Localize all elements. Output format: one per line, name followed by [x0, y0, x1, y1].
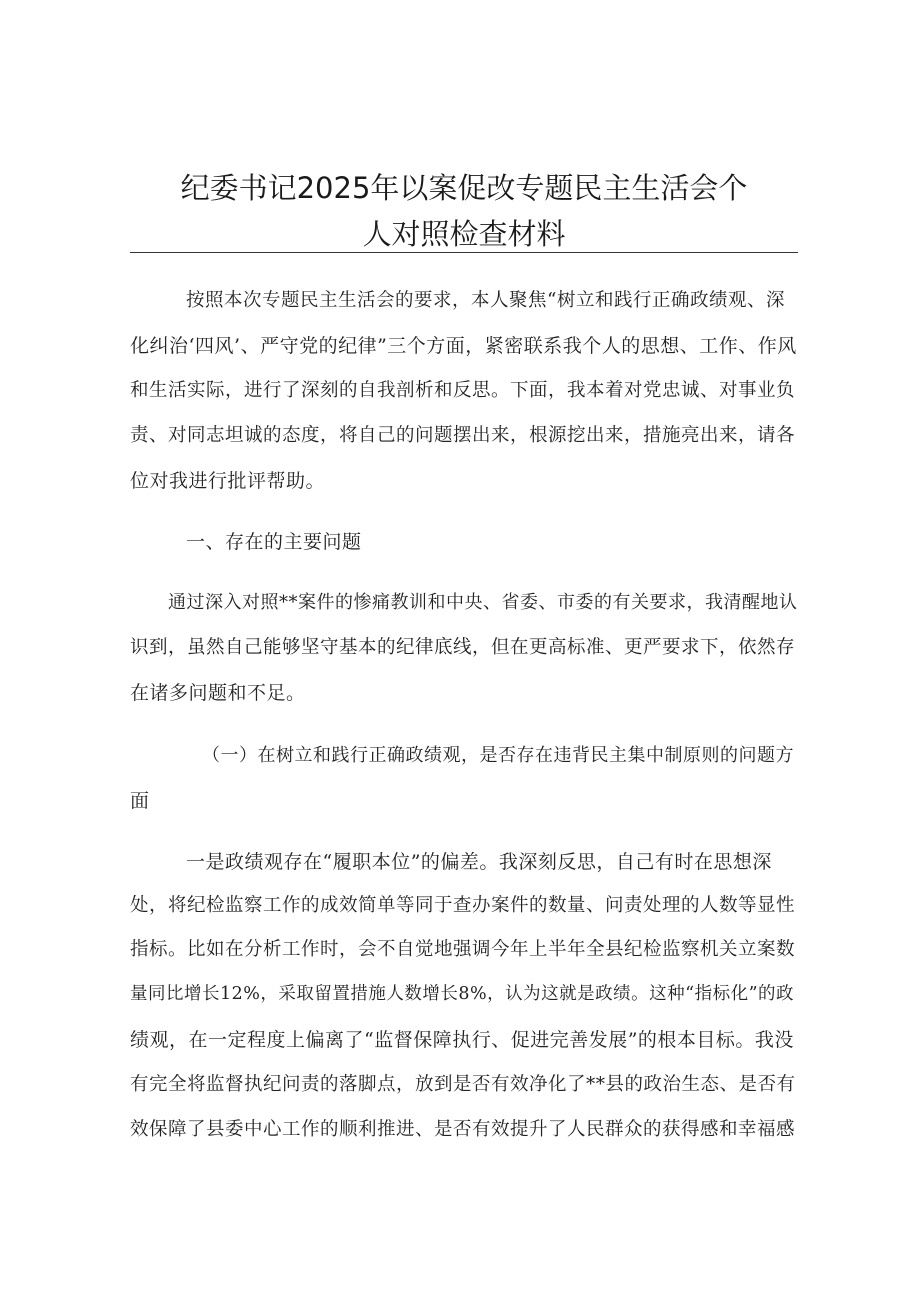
- point-line: 绩观，在一定程度上偏离了“监督保障执行、促进完善发展”的根本目标。我没: [130, 1029, 794, 1051]
- intro-line: 按照本次专题民主生活会的要求，本人聚焦“树立和践行正确政绩观、深: [186, 290, 785, 311]
- point-line: 处，将纪检监察工作的成效简单等同于查办案件的数量、问责处理的人数等显性: [130, 895, 796, 916]
- intro-line: 位对我进行批评帮助。: [130, 470, 326, 492]
- title-underline: [130, 252, 798, 253]
- subsection-heading-line: （一）在树立和践行正确政绩观，是否存在违背民主集中制原则的问题方: [202, 745, 794, 766]
- point-line: 指标。比如在分析工作时，会不自觉地强调今年上半年全县纪检监察机关立案数: [130, 939, 796, 960]
- intro-line: 和生活实际，进行了深刻的自我剖析和反思。下面，我本着对党忠诚、对事业负: [130, 380, 796, 401]
- point-line: 一是政绩观存在“履职本位”的偏差。我深刻反思，自己有时在思想深: [186, 851, 772, 873]
- intro-line: 责、对同志坦诚的态度，将自己的问题摆出来，根源挖出来，措施亮出来，请各: [130, 425, 796, 446]
- section-paragraph-line: 在诸多问题和不足。: [130, 682, 306, 704]
- subsection-heading-line: 面: [130, 790, 150, 812]
- document-title-line-2: 人对照检查材料: [362, 217, 566, 251]
- point-line: 效保障了县委中心工作的顺利推进、是否有效提升了人民群众的获得感和幸福感: [130, 1119, 796, 1140]
- document-title-line-1: 纪委书记2025年以案促改专题民主生活会个: [180, 171, 748, 205]
- section-paragraph-line: 识到，虽然自己能够坚守基本的纪律底线，但在更高标准、更严要求下，依然存: [130, 637, 796, 658]
- point-line: 有完全将监督执纪问责的落脚点，放到是否有效净化了**县的政治生态、是否有: [130, 1074, 796, 1095]
- section-heading: 一、存在的主要问题: [186, 531, 362, 553]
- intro-line: 化纠治‘四风’、严守党的纪律”三个方面，紧密联系我个人的思想、工作、作风: [130, 335, 797, 357]
- point-line: 量同比增长12%，采取留置措施人数增长8%，认为这就是政绩。这种“指标化”的政: [130, 984, 795, 1004]
- section-paragraph-line: 通过深入对照**案件的惨痛教训和中央、省委、市委的有关要求，我清醒地认: [168, 592, 798, 613]
